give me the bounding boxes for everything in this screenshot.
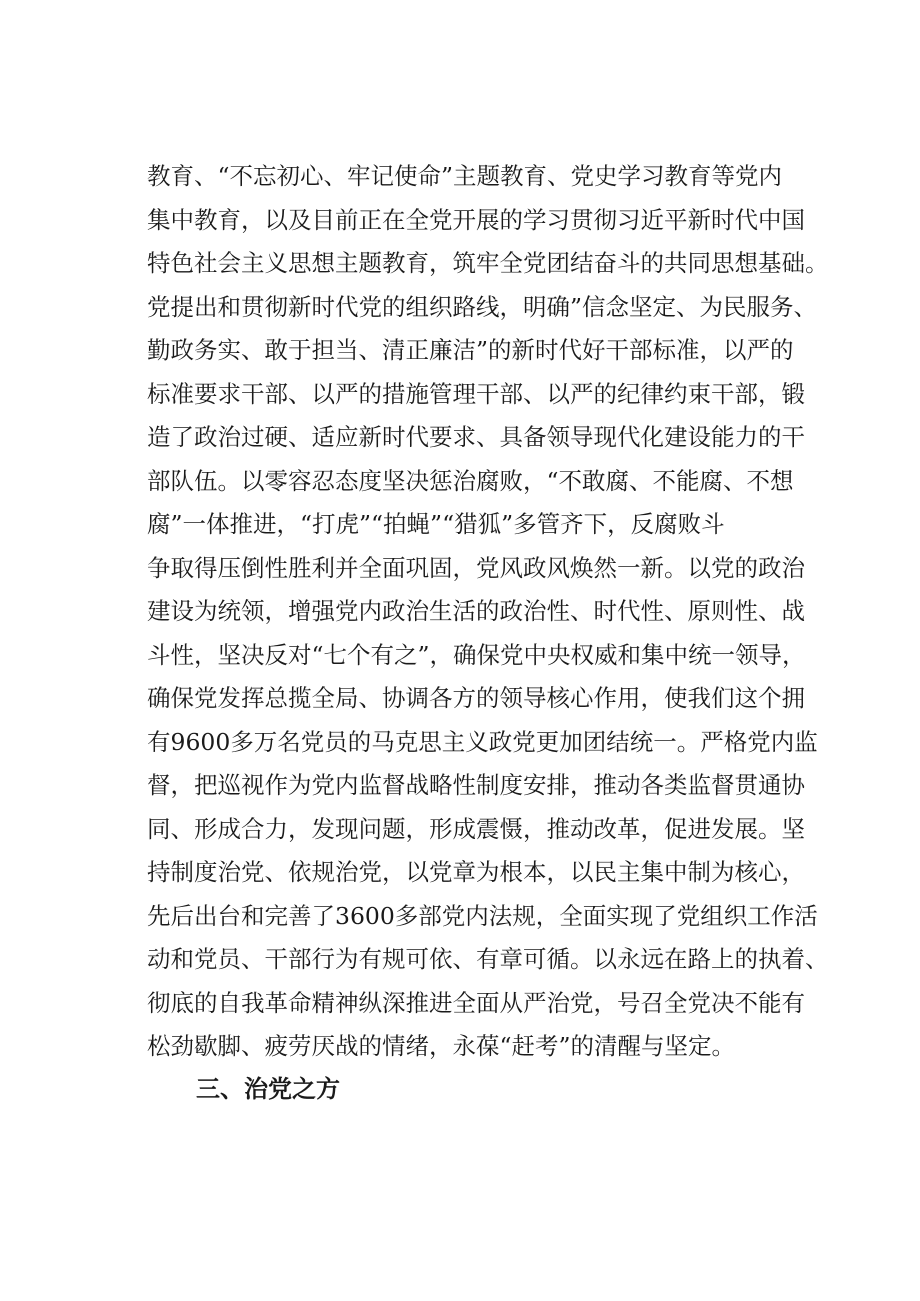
text-line: 腐”一体推进，“打虎”“拍蝇”“猎狐”多管齐下，反腐败斗 <box>147 510 725 538</box>
text-line: 造了政治过硬、适应新时代要求、具备领导现代化建设能力的干 <box>147 423 805 451</box>
text-line: 松劲歇脚、疲劳厌战的情绪，永葆“赶考”的清醒与坚定。 <box>147 1032 736 1060</box>
text-line: 部队伍。以零容忍态度坚决惩治腐败，“不敢腐、不能腐、不想 <box>147 466 794 495</box>
body-paragraph <box>147 155 827 1069</box>
text-line: 同、形成合力，发现问题，形成震慑，推动改革，促进发展。坚 <box>147 814 805 843</box>
text-line: 勤政务实、敢于担当、清正廉洁”的新时代好干部标准，以严的 <box>147 336 794 364</box>
text-line: 特色社会主义思想主题教育，筑牢全党团结奋斗的共同思想基础。 <box>147 249 829 277</box>
text-line: 建设为统领，增强党内政治生活的政治性、时代性、原则性、战 <box>147 597 805 625</box>
text-line: 动和党员、干部行为有规可依、有章可循。以永远在路上的执着、 <box>147 945 829 973</box>
text-line: 标准要求干部、以严的措施管理干部、以严的纪律约束干部，锻 <box>147 379 805 408</box>
text-line: 斗性，坚决反对“七个有之”，确保党中央权威和集中统一领导， <box>147 640 806 669</box>
text-line: 教育、“不忘初心、牢记使命”主题教育、党史学习教育等党内 <box>147 162 783 190</box>
text-line: 彻底的自我革命精神纵深推进全面从严治党，号召全党决不能有 <box>147 988 805 1017</box>
text-line: 有9600多万名党员的马克思主义政党更加团结统一。严格党内监 <box>147 727 818 756</box>
text-line: 督，把巡视作为党内监督战略性制度安排，推动各类监督贯通协 <box>147 771 805 799</box>
section-heading: 三、治党之方 <box>196 1075 340 1103</box>
text-line: 集中教育，以及目前正在全党开展的学习贯彻习近平新时代中国 <box>147 205 805 234</box>
text-line: 争取得压倒性胜利并全面巩固，党风政风焕然一新。以党的政治 <box>147 553 805 582</box>
text-line: 确保党发挥总揽全局、协调各方的领导核心作用，使我们这个拥 <box>147 684 805 712</box>
text-line: 党提出和贯彻新时代党的组织路线，明确”信念坚定、为民服务、 <box>147 292 818 321</box>
text-line: 持制度治党、依规治党，以党章为根本，以民主集中制为核心， <box>147 858 805 886</box>
text-line: 先后出台和完善了3600多部党内法规，全面实现了党组织工作活 <box>147 901 818 930</box>
